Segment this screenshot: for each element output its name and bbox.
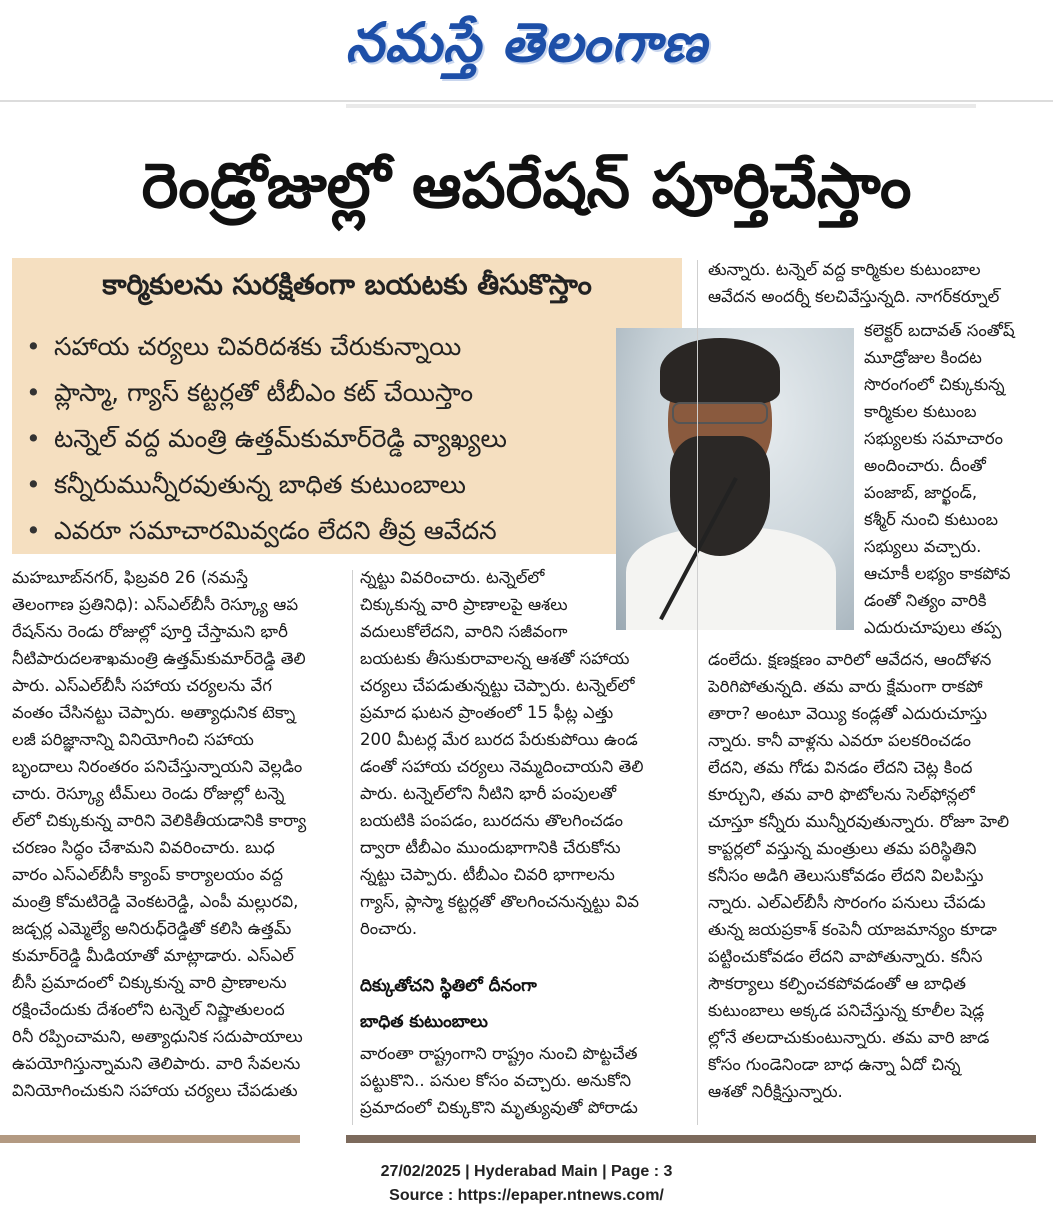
- adjacent-photo-strip: [0, 1135, 300, 1143]
- edition-info: 27/02/2025 | Hyderabad Main | Page : 3: [380, 1163, 673, 1180]
- highlight-item: • కన్నీరుమున్నీరవుతున్న బాధిత కుటుంబాలు: [26, 462, 626, 508]
- section-subheading: దిక్కుతోచని స్థితిలో దీనంగా బాధిత కుటుంబాలు: [360, 976, 537, 1032]
- article-column-1: మహబూబ్‌నగర్, ఫిబ్రవరి 26 (నమస్తే తెలంగాణ ప్రతినిధి): ఎస్‌ఎల్‌బీసీ రెస్క్యూ ఆప రేషన్‌ను రెండు రోజుల్లో పూర్తి చేస్తామని భారీ నీటిపారుదలశాఖమంత్రి ఉత్తమ్‌కుమార్‌రెడ్డి తెలి పారు. ఎస్‌ఎల్‌బీసీ సహాయ చర్యలను వేగ వంతం చేసినట్టు చెప్పారు. అత్యాధునిక టెక్నా లజీ పరిజ్ఞానాన్ని వినియోగించి సహాయ బృందాలు నిరంతరం పనిచేస్తున్నాయని వెల్లడిం చారు. రెస్క్యూ టీమ్‌లు రెండు రోజుల్లో టన్నె ల్‌లో చిక్కుకున్న వారిని వెలికితీయడానికి కార్యా చరణం సిద్ధం చేశామని వివరించారు. బుధ వారం ఎస్‌ఎల్‌బీసీ క్యాంప్ కార్యాలయం వద్ద మంత్రి కోమటిరెడ్డి వెంకటరెడ్డి, ఎంపీ మల్లురవి, జడ్చర్ల ఎమ్మెల్యే అనిరుధ్‌రెడ్డితో కలిసి ఉత్తమ్ కుమార్‌రెడ్డి మీడియాతో మాట్లాడారు. ఎస్‌ఎల్ బీసీ ప్రమాదంలో చిక్కుకున్న వారి ప్రాణాలను రక్షించేందుకు దేశంలోని టన్నెల్ నిష్ణాతులంద రినీ రప్పించామని, అత్యాధునిక సదుపాయాలు ఉపయోగిస్తున్నామని తెలిపారు. వారి సేవలను వినియోగించుకుని సహాయ చర్యలు చేపడుతు: [12, 568, 307, 1100]
- article-column-2-tail: వారంతా రాష్ట్రంగాని రాష్ట్రం నుంచి పొట్టచేత పట్టుకొని.. పనుల కోసం వచ్చారు. అనుకోని ప్రమాదంలో చిక్కుకొని మృత్యువుతో పోరాడు: [360, 1044, 638, 1117]
- newspaper-logo: నమస్తే తెలంగాణ: [345, 10, 708, 74]
- article-headline: రెండ్రోజుల్లో ఆపరేషన్ పూర్తిచేస్తాం: [141, 149, 912, 222]
- column-divider: [352, 570, 353, 1125]
- masthead: [0, 0, 1053, 100]
- article-column-3-bottom: డంలేదు. క్షణక్షణం వారిలో ఆవేదన, ఆందోళన పెరిగిపోతున్నది. తమ వారు క్షేమంగా రాకపో తారా? అంటూ వెయ్యి కండ్లతో ఎదురుచూస్తు న్నారు. కానీ వాళ్లను ఎవరూ పలకరించడం లేదని, తమ గోడు వినడం లేదని చెట్ల కింద కూర్చుని, తమ వారి ఫొటోలను సెల్‌ఫోన్లలో చూస్తూ కన్నీరు మున్నీరవుతున్నారు. రోజూ హెలి కాప్టర్లలో వస్తున్న మంత్రులు తమ పరిస్థితిని కనీసం అడిగి తెలుసుకోవడం లేదని విలపిస్తు న్నారు. ఎల్‌ఎల్‌బీసీ సొరంగం పనులు చేపడు తున్న జయప్రకాశ్ కంపెనీ యాజమాన్యం కూడా పట్టించుకోవడం లేదని వాపోతున్నారు. కనీస సౌకర్యాలు కల్పించకపోవడంతో ఆ బాధిత కుటుంబాలు అక్కడ పనిచేస్తున్న కూలీల షెడ్ల ల్లోనే తలదాచుకుంటున్నారు. తమ వారి జాడ కోసం గుండెనిండా బాధ ఉన్నా ఏదో చిన్న ఆశతో నిరీక్షిస్తున్నారు.: [708, 650, 1010, 1101]
- article-column-2: న్నట్టు వివరించారు. టన్నెల్‌లో చిక్కుకున్న వారి ప్రాణాలపై ఆశలు వదులుకోలేదని, వారిని సజీవంగా బయటకు తీసుకురావాలన్న ఆశతో సహాయ చర్యలు చేపడుతున్నట్టు చెప్పారు. టన్నెల్‌లో ప్రమాద ఘటన ప్రాంతంలో 15 ఫీట్ల ఎత్తు 200 మీటర్ల మేర బురద పేరుకుపోయి ఉండ డంతో సహాయ చర్యలు నెమ్మదించాయని తెలి పారు. టన్నెల్‌లోని నీటిని భారీ పంపులతో బయటికి పంపడం, బురదను తొలగించడం ద్వారా టీబీఎం ముందుభాగానికి చేరుకోను న్నట్టు చెప్పారు. టీబీఎం చివరి భాగాలను గ్యాస్, ప్లాస్మా కట్టర్లతో తొలగించనున్నట్టు వివ రించారు.: [360, 568, 644, 938]
- highlight-item: • సహాయ చర్యలు చివరిదశకు చేరుకున్నాయి: [26, 324, 626, 370]
- bullet-icon: •: [26, 424, 41, 453]
- masthead-divider-secondary: [346, 104, 976, 108]
- highlights-box: [12, 258, 682, 554]
- highlight-item: • టన్నెల్ వద్ద మంత్రి ఉత్తమ్‌కుమార్‌రెడ్డి వ్యాఖ్యలు: [26, 416, 626, 462]
- bullet-icon: •: [26, 378, 41, 407]
- column-divider: [697, 260, 698, 1125]
- subheadline: కార్మికులను సురక్షితంగా బయటకు తీసుకొస్తాం: [102, 268, 592, 301]
- masthead-divider: [0, 100, 1053, 102]
- bullet-icon: •: [26, 470, 41, 499]
- highlights-list: [26, 324, 626, 554]
- bullet-icon: •: [26, 332, 41, 361]
- bullet-icon: •: [26, 516, 41, 545]
- article-column-3-beside-photo: కలెక్టర్ బదావత్ సంతోష్ మూడ్రోజుల కిందట సొరంగంలో చిక్కుకున్న కార్మికుల కుటుంబ సభ్యులకు సమాచారం అందించారు. దీంతో పంజాబ్, జార్ఖండ్, కశ్మీర్ నుంచి కుటుంబ సభ్యులు వచ్చారు. ఆచూకీ లభ్యం కాకపోవ డంతో నిత్యం వారికి ఎదురుచూపులు తప్ప: [864, 321, 1015, 637]
- source-link[interactable]: Source : https://epaper.ntnews.com/: [389, 1187, 664, 1204]
- highlight-item: • ప్లాస్మా, గ్యాస్ కట్టర్లతో టీబీఎం కట్ చేయిస్తాం: [26, 370, 626, 416]
- page-footer: [0, 1160, 1053, 1208]
- article-column-3-top: తున్నారు. టన్నెల్ వద్ద కార్మికుల కుటుంబాల ఆవేదన అందర్నీ కలచివేస్తున్నది. నాగర్‌కర్నూల్: [708, 260, 1000, 306]
- highlight-item: • ఎవరూ సమాచారమివ్వడం లేదని తీవ్ర ఆవేదన: [26, 508, 626, 554]
- adjacent-photo-strip: [346, 1135, 1036, 1143]
